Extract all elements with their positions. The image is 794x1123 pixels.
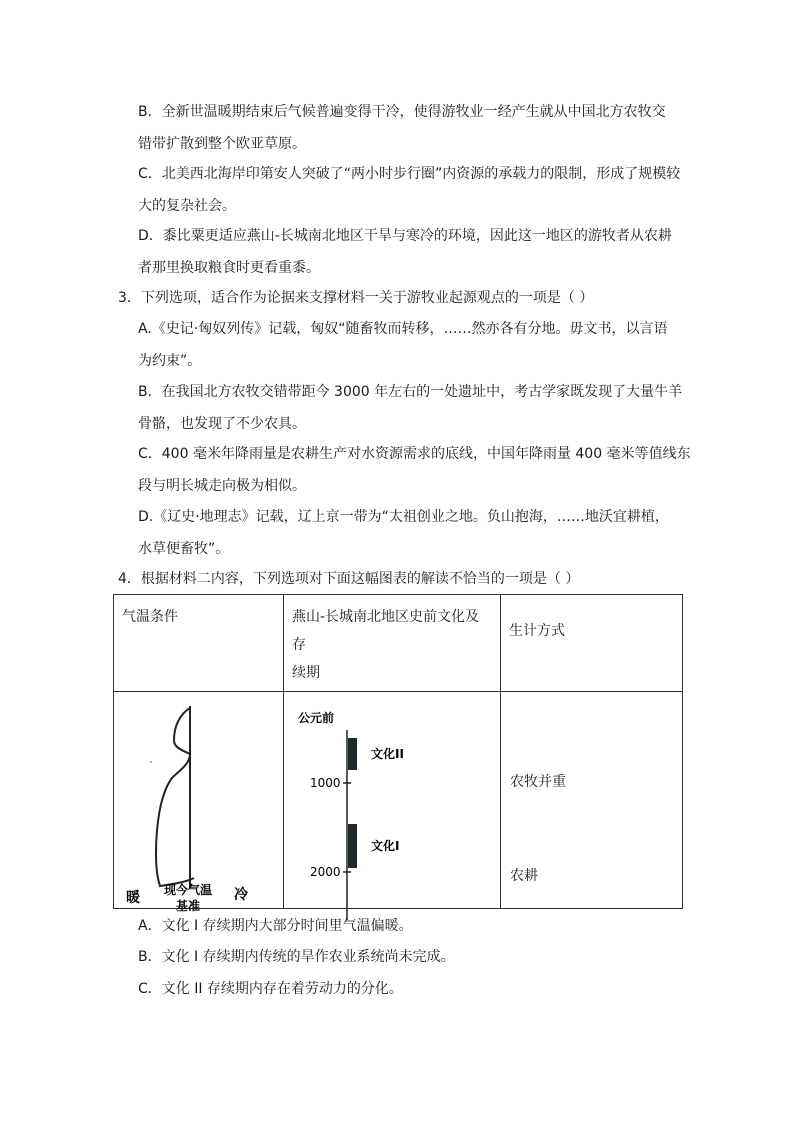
header-culture: [284, 595, 501, 692]
q3-option-a-line1: A.《史记·匈奴列传》记载，匈奴“随畜牧而转移，……然亦各有分地。毋文书，以言语: [138, 321, 668, 337]
header-culture-line1: 燕山-长城南北地区史前文化及存: [292, 609, 480, 653]
culture1-bar: [348, 824, 357, 868]
culture2-bar: [348, 738, 357, 770]
baseline-label-2: 基准: [176, 899, 201, 913]
q2-option-c-line1: C．北美西北海岸印第安人突破了“两小时步行圈”内资源的承载力的限制，形成了规模较: [138, 166, 681, 182]
q4-stem: 4．根据材料二内容，下列选项对下面这幅图表的解读不恰当的一项是（ ）: [118, 571, 580, 587]
baseline-label-1: 现今气温: [164, 883, 213, 897]
q3-option-c-line2: 段与明长城走向极为相似。: [138, 477, 306, 494]
culture1-label: 文化I: [371, 839, 400, 853]
temperature-curve: [156, 708, 194, 886]
q3-option-a: [138, 314, 678, 377]
q3-option-b-line2: 骨骼，也发现了不少农具。: [138, 415, 306, 432]
culture-timeline-chart: [284, 692, 501, 932]
q2-option-b: [138, 97, 678, 160]
culture2-label: 文化II: [371, 747, 404, 761]
temperature-cell: [114, 692, 284, 913]
era-label: 公元前: [298, 711, 335, 725]
timeline-cell: [284, 692, 501, 909]
q4-option-b: B．文化 I 存续期内传统的旱作农业系统尚未完成。: [138, 949, 455, 965]
warm-label: 暖: [126, 890, 140, 906]
q3-option-d-line2: 水草便畜牧”。: [138, 540, 230, 557]
q3-option-d: [138, 502, 678, 565]
q3-stem: 3．下列选项，适合作为论据来支撑材料一关于游牧业起源观点的一项是（ ）: [118, 290, 594, 306]
header-temperature: [114, 595, 284, 692]
livelihood-mixed: 农牧并重: [510, 774, 566, 790]
q2-option-c: [138, 159, 681, 222]
q2-option-d-line2: 者那里换取粮食时更看重黍。: [138, 259, 320, 276]
tick-label-2000: 2000: [310, 865, 341, 879]
q4-table: [113, 594, 683, 913]
livelihood-farming: 农耕: [510, 868, 538, 884]
speck-dot: [150, 761, 152, 763]
tick-label-1000: 1000: [310, 776, 341, 790]
q3-option-c-line1: C．400 毫米年降雨量是农耕生产对水资源需求的底线，中国年降雨量 400 毫米等值线东: [138, 446, 691, 462]
header-livelihood: [501, 595, 683, 692]
header-culture-line2: 续期: [292, 665, 320, 681]
q2-option-b-line2: 错带扩散到整个欧亚草原。: [138, 135, 306, 152]
livelihood-cell: [501, 692, 683, 909]
q3-option-c: [138, 439, 691, 502]
temperature-curve-chart: [114, 692, 284, 932]
q2-option-b-line1: B．全新世温暖期结束后气候普遍变得干冷，使得游牧业一经产生就从中国北方农牧交: [138, 104, 666, 120]
q3-option-d-line1: D.《辽史·地理志》记载，辽上京一带为“太祖创业之地。负山抱海，……地沃宜耕植，: [138, 509, 669, 525]
q2-option-c-line2: 大的复杂社会。: [138, 197, 236, 214]
q3-option-b-line1: B．在我国北方农牧交错带距今 3000 年左右的一处遗址中，考古学家既发现了大量牛羊: [138, 384, 683, 400]
q2-option-d-line1: D．黍比粟更适应燕山-长城南北地区干旱与寒冷的环境，因此这一地区的游牧者从农耕: [138, 228, 672, 244]
q4-option-a: A．文化 I 存续期内大部分时间里气温偏暖。: [138, 918, 413, 934]
q4-option-c: C．文化 II 存续期内存在着劳动力的分化。: [138, 981, 403, 997]
q3-option-a-line2: 为约束”。: [138, 352, 202, 369]
q3-option-b: [138, 377, 683, 440]
q2-option-d: [138, 221, 678, 284]
header-temperature-label: 气温条件: [122, 609, 178, 625]
header-livelihood-label: 生计方式: [509, 623, 565, 639]
cold-label: 冷: [234, 887, 248, 903]
